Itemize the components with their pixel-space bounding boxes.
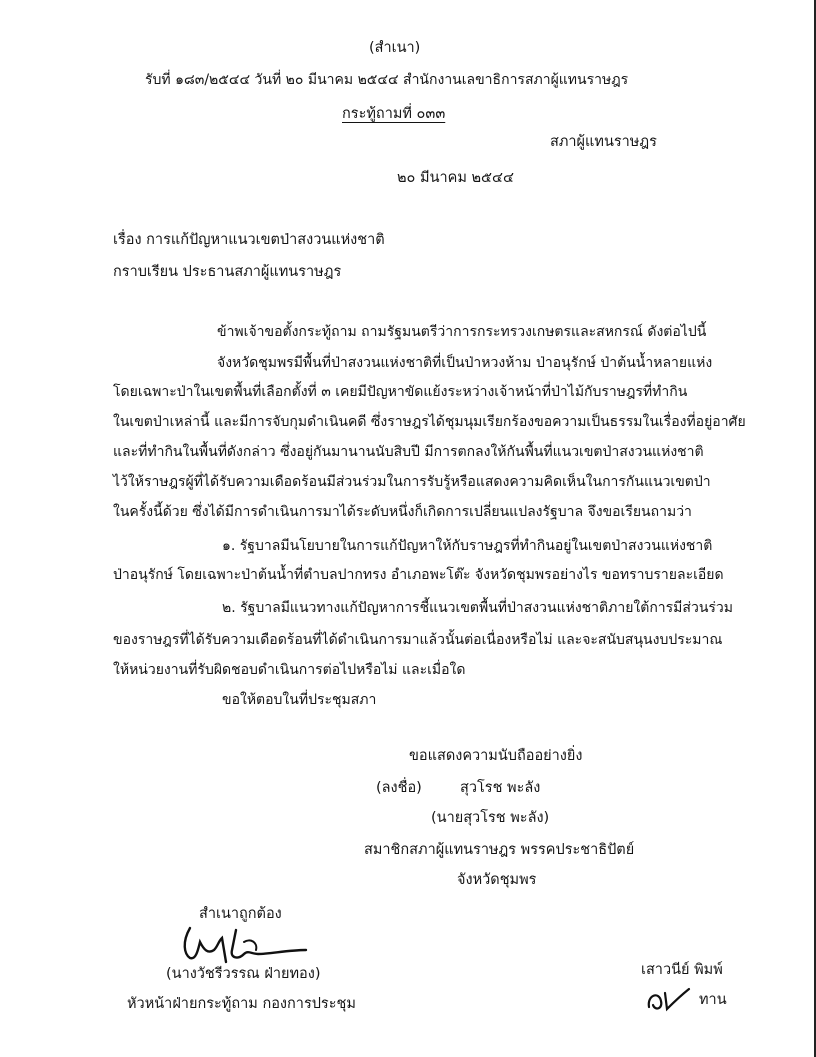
body-line: โดยเฉพาะป่าในเขตพื้นที่เลือกตั้งที่ ๓ เคยมีปัญหาขัดแย้งระหว่างเจ้าหน้าที่ป่าไม้กับราษฎรที่ทำกิน — [113, 384, 688, 400]
body-question-1: ๑. รัฐบาลมีนโยบายในการแก้ปัญหาให้กับราษฎรที่ทำกินอยู่ในเขตป่าสงวนแห่งชาติ — [222, 538, 713, 554]
receipt-line: รับที่ ๑๘๓/๒๕๔๔ วันที่ ๒๐ มีนาคม ๒๕๔๔ สำนักงานเลขาธิการสภาผู้แทนราษฎร — [145, 72, 629, 88]
copy-mark: (สำเนา) — [369, 40, 421, 56]
question-number: กระทู้ถามที่ ๐๓๓ — [342, 106, 446, 122]
signer-province: จังหวัดชุมพร — [457, 872, 537, 888]
letter-date: ๒๐ มีนาคม ๒๕๔๔ — [397, 170, 514, 186]
body-line: ป่าอนุรักษ์ โดยเฉพาะป่าต้นน้ำที่ตำบลปากทรง อำเภอพะโต๊ะ จังหวัดชุมพรอย่างไร ขอทราบรายละเอียด — [113, 567, 724, 583]
checked-label: ทาน — [699, 992, 727, 1008]
body-line: จังหวัดชุมพรมีพื้นที่ป่าสงวนแห่งชาติที่เป็นป่าหวงห้าม ป่าอนุรักษ์ ป่าต้นน้ำหลายแห่ง — [217, 355, 713, 371]
body-line: ข้าพเจ้าขอตั้งกระทู้ถาม ถามรัฐมนตรีว่าการกระทรวงเกษตรและสหกรณ์ ดังต่อไปนี้ — [217, 324, 707, 340]
signed-name: สุวโรช พะลัง — [460, 780, 541, 796]
typist-name: เสาวนีย์ พิมพ์ — [641, 962, 723, 978]
signer-full-name: (นายสุวโรช พะลัง) — [431, 810, 550, 826]
body-line: ไว้ให้ราษฎรผู้ที่ได้รับความเดือดร้อนมีส่วนร่วมในการรับรู้หรือแสดงความคิดเห็นในการกันแนวเขตป่า — [113, 474, 711, 490]
body-line: ของราษฎรที่ได้รับความเดือดร้อนที่ได้ดำเนินการมาแล้วนั้นต่อเนื่องหรือไม่ และจะสนับสนุนงบประมาณ — [113, 632, 723, 648]
certified-copy-label: สำเนาถูกต้อง — [199, 906, 282, 922]
subject: เรื่อง การแก้ปัญหาแนวเขตป่าสงวนแห่งชาติ — [113, 232, 385, 248]
body-line: ในเขตป่าเหล่านี้ และมีการจับกุมดำเนินคดี ซึ่งราษฎรได้ชุมนุมเรียกร้องขอความเป็นธรรมในเรื่องที่อยู่อาศัย — [113, 414, 746, 430]
body-closing-request: ขอให้ตอบในที่ประชุมสภา — [222, 692, 377, 708]
closing-respect: ขอแสดงความนับถืออย่างยิ่ง — [409, 748, 583, 764]
body-line: ในครั้งนี้ด้วย ซึ่งได้มีการดำเนินการมาได้ระดับหนึ่งก็เกิดการเปลี่ยนแปลงรัฐบาล จึงขอเรียนถามว่า — [113, 504, 692, 520]
handwritten-signature — [178, 920, 328, 970]
signer-position: สมาชิกสภาผู้แทนราษฎร พรรคประชาธิปัตย์ — [364, 842, 635, 858]
salutation: กราบเรียน ประธานสภาผู้แทนราษฎร — [113, 264, 342, 280]
body-question-2: ๒. รัฐบาลมีแนวทางแก้ปัญหาการชี้แนวเขตพื้นที่ป่าสงวนแห่งชาติภายใต้การมีส่วนร่วม — [222, 600, 733, 616]
certifier-name: (นางวัชรีวรรณ ฝ่ายทอง) — [166, 966, 321, 982]
body-line: และที่ทำกินในพื้นที่ดังกล่าว ซึ่งอยู่กันมานานนับสิบปี มีการตกลงให้กันพื้นที่แนวเขตป่าสงวนแห่งชาติ — [113, 444, 704, 460]
office-name: สภาผู้แทนราษฎร — [550, 134, 657, 150]
certifier-title: หัวหน้าฝ่ายกระทู้ถาม กองการประชุม — [127, 996, 356, 1012]
checker-initials — [645, 985, 695, 1015]
body-line: ให้หน่วยงานที่รับผิดชอบดำเนินการต่อไปหรือไม่ และเมื่อใด — [113, 662, 466, 678]
signed-label: (ลงชื่อ) — [376, 780, 422, 796]
